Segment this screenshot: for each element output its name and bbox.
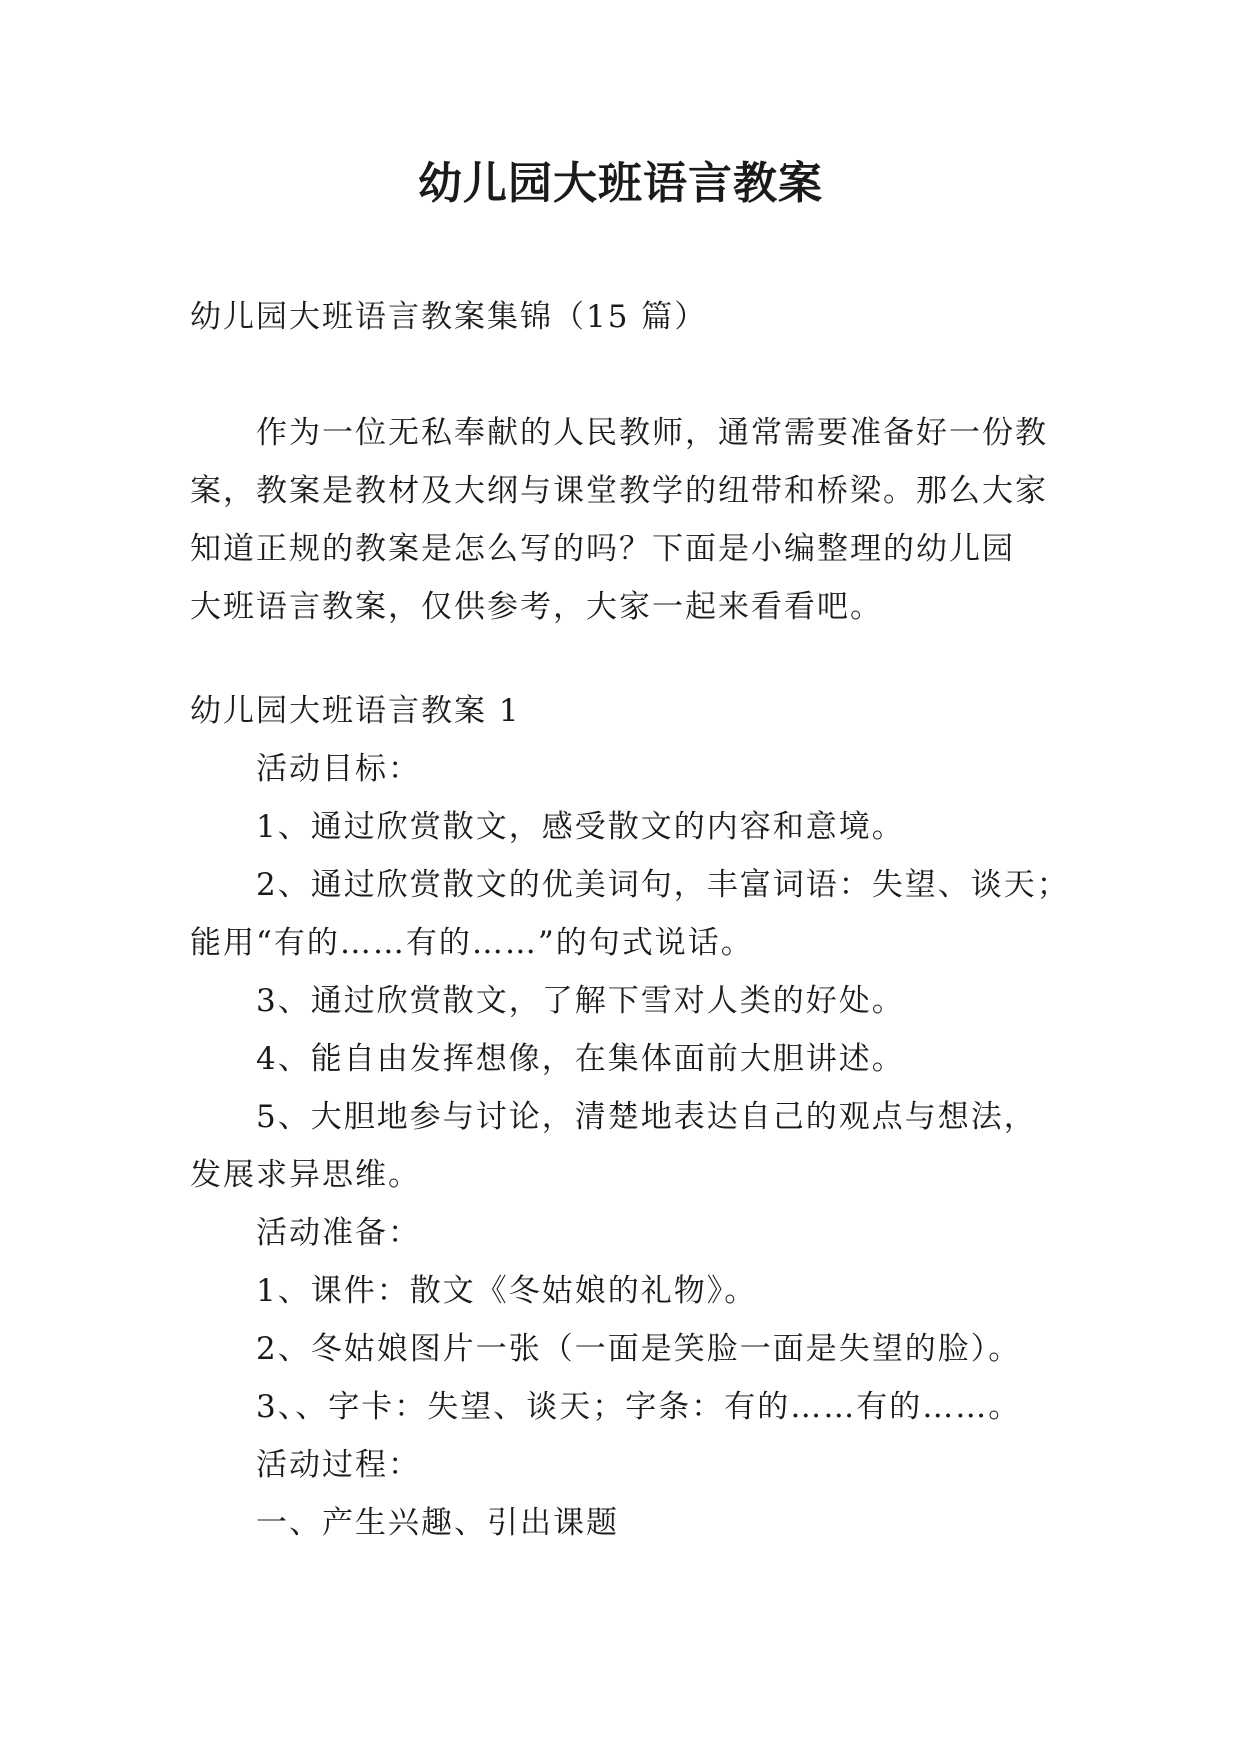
intro-paragraph xyxy=(190,404,1070,636)
intro-line: 大班语言教案，仅供参考，大家一起来看看吧。 xyxy=(190,589,883,625)
section-title: 幼儿园大班语言教案 1 xyxy=(190,693,521,729)
process-item: 一、产生兴趣、引出课题 xyxy=(256,1505,619,1541)
document-title: 幼儿园大班语言教案 xyxy=(418,158,823,209)
prep-item: 1、课件：散文《冬姑娘的礼物》。 xyxy=(256,1273,758,1309)
goal-item-continuation: 能用“有的……有的……”的句式说话。 xyxy=(190,925,754,961)
goal-item: 4、能自由发挥想像，在集体面前大胆讲述。 xyxy=(256,1041,905,1077)
document-body xyxy=(190,288,1070,1552)
prep-heading: 活动准备： xyxy=(256,1215,421,1251)
prep-item: 3、、字卡：失望、谈天；字条：有的……有的……。 xyxy=(256,1389,1022,1425)
goal-item-continuation: 发展求异思维。 xyxy=(190,1157,421,1193)
collection-subtitle: 幼儿园大班语言教案集锦（15 篇） xyxy=(190,299,708,335)
goal-item: 1、通过欣赏散文，感受散文的内容和意境。 xyxy=(256,809,905,845)
process-heading: 活动过程： xyxy=(256,1447,421,1483)
intro-line: 案，教案是教材及大纲与课堂教学的纽带和桥梁。那么大家 xyxy=(190,473,1048,509)
intro-line: 作为一位无私奉献的人民教师，通常需要准备好一份教 xyxy=(256,415,1048,451)
goals-heading: 活动目标： xyxy=(256,751,421,787)
prep-item: 2、冬姑娘图片一张（一面是笑脸一面是失望的脸）。 xyxy=(256,1331,1022,1367)
intro-line: 知道正规的教案是怎么写的吗？下面是小编整理的幼儿园 xyxy=(190,531,1015,567)
goal-item: 3、通过欣赏散文，了解下雪对人类的好处。 xyxy=(256,983,905,1019)
goal-item: 5、大胆地参与讨论，清楚地表达自己的观点与想法， xyxy=(256,1099,1037,1135)
goal-item: 2、通过欣赏散文的优美词句，丰富词语：失望、谈天； xyxy=(256,867,1070,903)
